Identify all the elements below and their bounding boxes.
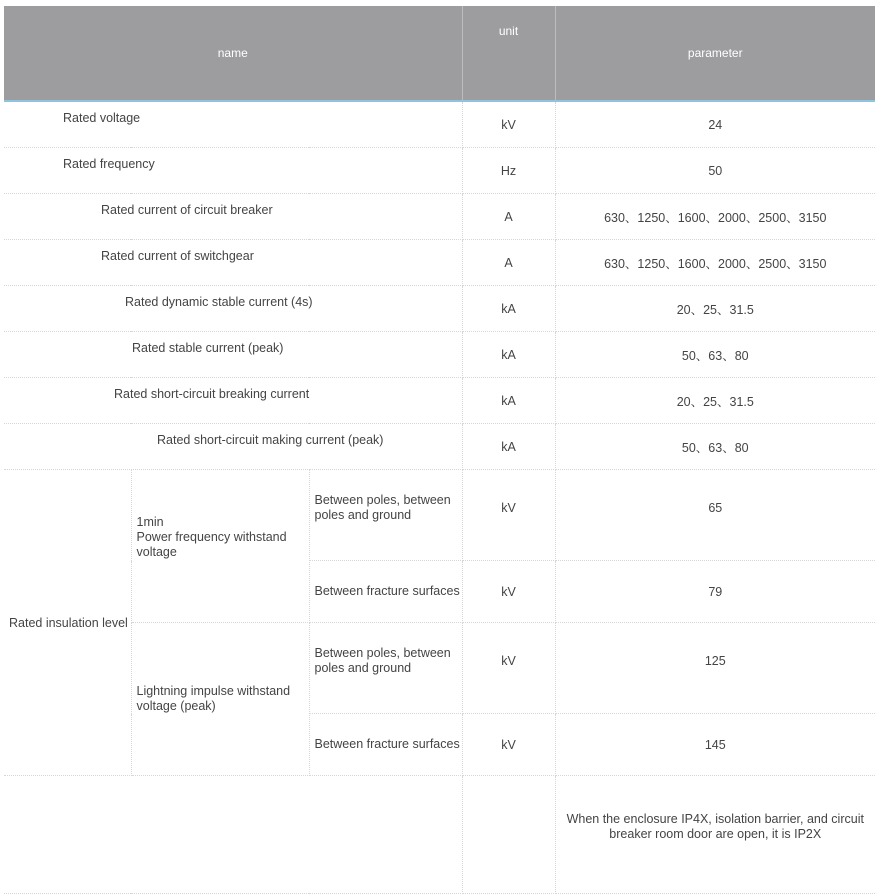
table-row [4, 378, 875, 424]
lightning-impulse-label: Lightning impulse withstand voltage (peak) [131, 623, 309, 776]
row-param: 145 [555, 714, 875, 776]
insulation-row [4, 470, 875, 561]
row-name: Rated dynamic stable current (4s) [125, 295, 313, 309]
header-name: name [4, 6, 462, 101]
table-row [4, 194, 875, 240]
poles-label: Between poles, between poles and ground [309, 470, 462, 561]
row-name: Rated frequency [63, 157, 155, 171]
power-frequency-title: Power frequency withstand voltage [136, 529, 287, 559]
table-row [4, 424, 875, 470]
row-param: 65 [555, 470, 875, 561]
row-name: Rated short-circuit breaking current [114, 387, 310, 401]
table-row [4, 101, 875, 148]
table-row [4, 240, 875, 286]
insulation-label: Rated insulation level [4, 470, 131, 776]
row-name: Rated voltage [63, 111, 141, 125]
row-name: Rated current of circuit breaker [101, 203, 273, 217]
row-param: 125 [555, 623, 875, 714]
row-param: 50、63、80 [555, 424, 875, 470]
fracture-label: Between fracture surfaces [309, 714, 462, 776]
row-unit: A [462, 194, 555, 240]
row-param: 24 [555, 101, 875, 148]
row-param: 630、1250、1600、2000、2500、3150 [555, 194, 875, 240]
row-param: 79 [555, 561, 875, 623]
protection-name-cell [4, 776, 462, 894]
row-unit: A [462, 240, 555, 286]
power-frequency-duration: 1min [136, 514, 164, 529]
table-row [4, 332, 875, 378]
header-unit: unit [462, 6, 555, 101]
row-name: Rated current of switchgear [101, 249, 254, 263]
header-row [4, 6, 875, 101]
row-param: 50 [555, 148, 875, 194]
row-param: 20、25、31.5 [555, 378, 875, 424]
insulation-row [4, 623, 875, 714]
row-param: 630、1250、1600、2000、2500、3150 [555, 240, 875, 286]
row-unit: kV [462, 101, 555, 148]
row-name: Rated short-circuit making current (peak) [157, 433, 384, 447]
row-unit: kA [462, 378, 555, 424]
row-unit: kA [462, 332, 555, 378]
row-unit: kA [462, 286, 555, 332]
protection-row [4, 776, 875, 894]
header-parameter: parameter [555, 6, 875, 101]
row-unit: kV [462, 561, 555, 623]
row-param: 20、25、31.5 [555, 286, 875, 332]
row-unit: kA [462, 424, 555, 470]
table-row [4, 286, 875, 332]
row-unit: Hz [462, 148, 555, 194]
row-unit: kV [462, 714, 555, 776]
poles-label: Between poles, between poles and ground [309, 623, 462, 714]
row-unit: kV [462, 470, 555, 561]
row-param: 50、63、80 [555, 332, 875, 378]
power-frequency-label [131, 470, 309, 623]
table-row [4, 148, 875, 194]
spec-table [4, 6, 875, 894]
spec-table-container [4, 6, 875, 894]
protection-unit-cell [462, 776, 555, 894]
row-unit: kV [462, 623, 555, 714]
fracture-label: Between fracture surfaces [309, 561, 462, 623]
row-name: Rated stable current (peak) [132, 341, 284, 355]
protection-note: When the enclosure IP4X, isolation barrier, and circuit breaker room door are open, it is IP2X [555, 776, 875, 894]
